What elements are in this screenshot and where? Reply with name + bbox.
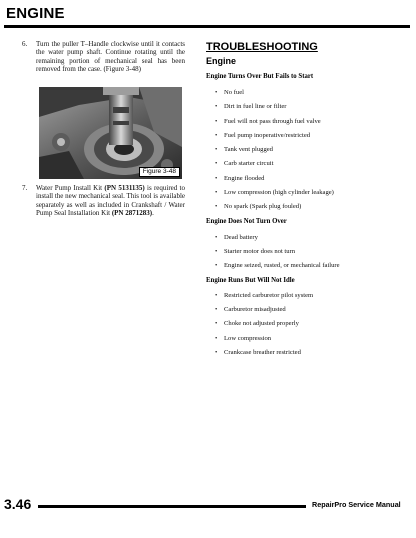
page-number: 3.46 (4, 496, 32, 512)
step-text-part: . (152, 208, 154, 217)
list-item: • Carb starter circuit (215, 160, 274, 167)
engine-photo (39, 87, 182, 179)
section-heading: Engine Runs But Will Not Idle (206, 277, 295, 284)
step-7 (22, 184, 185, 226)
bullet-icon: • (215, 89, 218, 96)
bullet-icon: • (215, 349, 218, 356)
figure-water-pump-seal-removal (39, 87, 182, 179)
list-item: • Tank vent plugged (215, 146, 273, 153)
step-number: 6. (22, 40, 28, 48)
step-text: Turn the puller T–Handle clockwise until it contacts the water pump shaft. Continue rotating until the remaining portion of mechanical seal has been removed from the case. (Figure 3-48) (36, 40, 185, 73)
section-heading: Engine Turns Over But Fails to Start (206, 73, 314, 80)
bullet-icon: • (215, 203, 218, 210)
bullet-icon: • (215, 306, 218, 313)
section-heading: Engine Does Not Turn Over (206, 218, 287, 225)
manual-name: RepairPro Service Manual (312, 500, 401, 509)
list-item: • Low compression (215, 335, 272, 342)
footer-rule (38, 505, 306, 508)
bullet-icon: • (215, 132, 218, 139)
list-item: • Fuel will not pass through fuel valve (215, 118, 321, 125)
bullet-icon: • (215, 189, 218, 196)
list-item: • Restricted carburetor pilot system (215, 292, 314, 299)
bullet-icon: • (215, 103, 218, 110)
troubleshooting-title: TROUBLESHOOTING (206, 41, 318, 53)
list-item: • Choke not adjusted properly (215, 320, 299, 327)
bullet-icon: • (215, 320, 218, 327)
list-item: • Engine seized, rusted, or mechanical failure (215, 262, 340, 269)
list-item: • Fuel pump inoperative/restricted (215, 132, 311, 139)
part-number: (PN 5131135) (104, 184, 145, 192)
step-text (36, 184, 185, 217)
troubleshooting-subtitle: Engine (206, 56, 237, 66)
list-item: • Low compression (high cylinder leakage) (215, 189, 334, 196)
list-item: • Dead battery (215, 234, 258, 241)
bullet-icon: • (215, 335, 218, 342)
list-item: • Dirt in fuel line or filter (215, 103, 287, 110)
step-text-part: is required to install the new mechanical seal. This tool is available separately as well as included in Crankshaft / Water Pump Seal Installation Kit (36, 184, 185, 217)
bullet-icon: • (215, 262, 218, 269)
bullet-icon: • (215, 248, 218, 255)
step-number: 7. (22, 184, 28, 192)
list-item: • Crankcase breather restricted (215, 349, 301, 356)
bullet-icon: • (215, 234, 218, 241)
list-item: • No fuel (215, 89, 244, 96)
part-number: (PN 2871283) (111, 208, 153, 217)
page-title: ENGINE (6, 5, 65, 22)
list-item: • Starter motor does not turn (215, 248, 296, 255)
bullet-icon: • (215, 292, 218, 299)
header-rule (4, 25, 410, 28)
step-text-part: Water Pump Install Kit (36, 184, 105, 192)
bullet-icon: • (215, 175, 218, 182)
bullet-icon: • (215, 146, 218, 153)
list-item: • Carburetor misadjusted (215, 306, 286, 313)
step-6 (22, 40, 185, 74)
bullet-icon: • (215, 118, 218, 125)
figure-label: Figure 3-48 (139, 167, 180, 177)
bullet-icon: • (215, 160, 218, 167)
list-item: • Engine flooded (215, 175, 265, 182)
list-item: • No spark (Spark plug fouled) (215, 203, 302, 210)
